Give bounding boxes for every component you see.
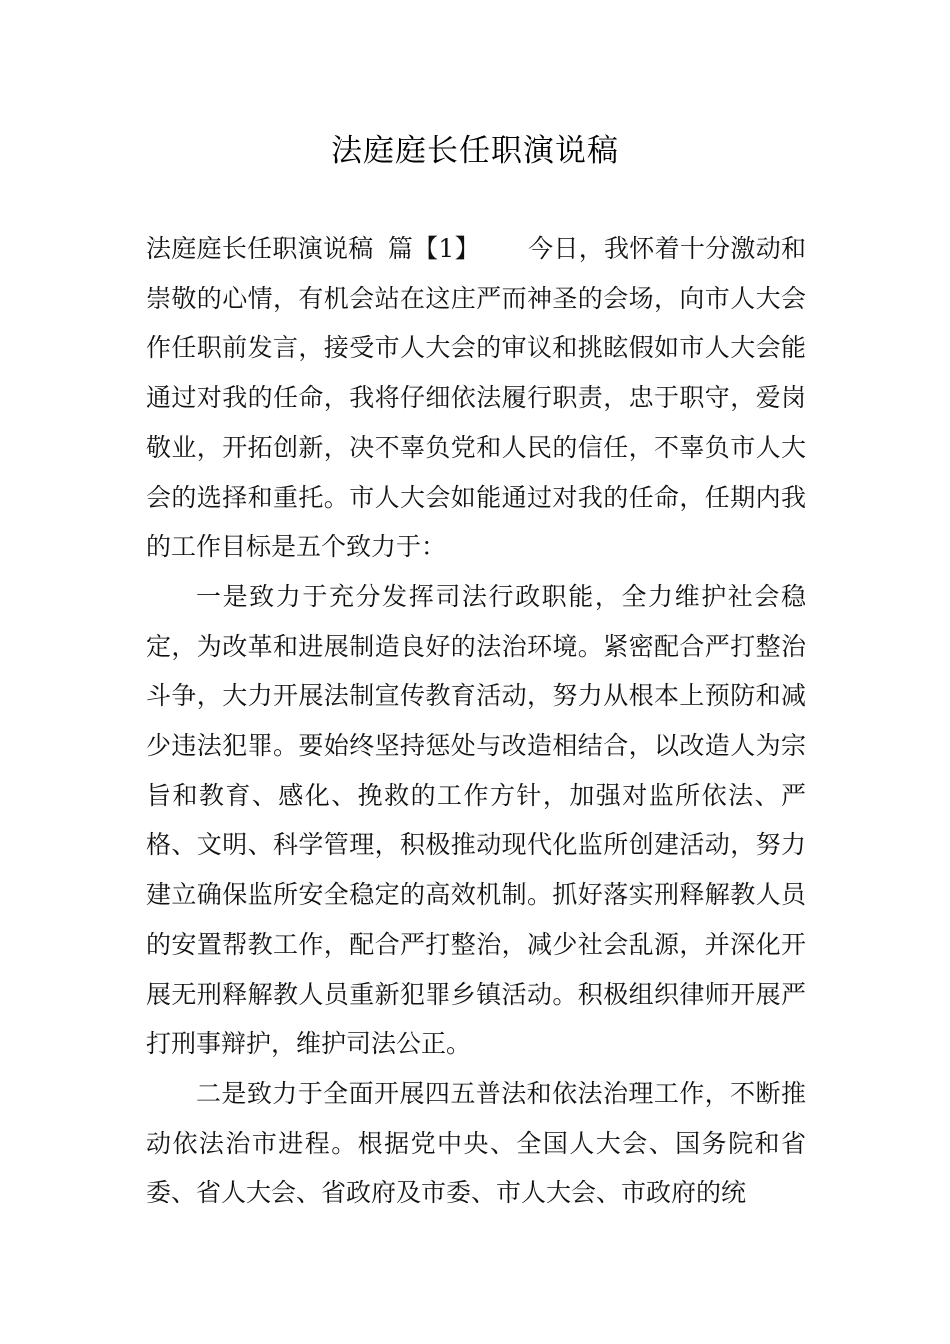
paragraph-intro [146,224,806,572]
paragraph-1-text: 今日，我怀着十分激动和崇敬的心情，有机会站在这庄严而神圣的会场，向市人大会作任职前发言，接受市人大会的审议和挑眩假如市人大会能通过对我的任命，我将仔细依法履行职责，忠于职守，爱岗敬业，开拓创新，决不辜负党和人民的信任，不辜负市人大会的选择和重托。市人大会如能通过对我的任命，任期内我的工作目标是五个致力于： [146,234,806,562]
paragraph-2: 一是致力于充分发挥司法行政职能，全力维护社会稳定，为改革和进展制造良好的法治环境。紧密配合严打整治斗争，大力开展法制宣传教育活动，努力从根本上预防和减少违法犯罪。要始终坚持惩处与改造相结合，以改造人为宗旨和教育、感化、挽救的工作方针，加强对监所依法、严格、文明、科学管理，积极推动现代化监所创建活动，努力建立确保监所安全稳定的高效机制。抓好落实刑释解教人员的安置帮教工作，配合严打整治，减少社会乱源，并深化开展无刑释解教人员重新犯罪乡镇活动。积极组织律师开展严打刑事辩护，维护司法公正。 [146,581,806,1059]
first-heading: 法庭庭长任职演说稿 [146,234,374,263]
page-title: 法庭庭长任职演说稿 [331,133,619,169]
document-body [146,224,806,1218]
section-marker: 篇【1】 [387,234,480,263]
paragraph-3: 二是致力于全面开展四五普法和依法治理工作，不断推动依法治市进程。根据党中央、全国人大会、国务院和省委、省人大会、省政府及市委、市人大会、市政府的统 [146,1078,806,1208]
